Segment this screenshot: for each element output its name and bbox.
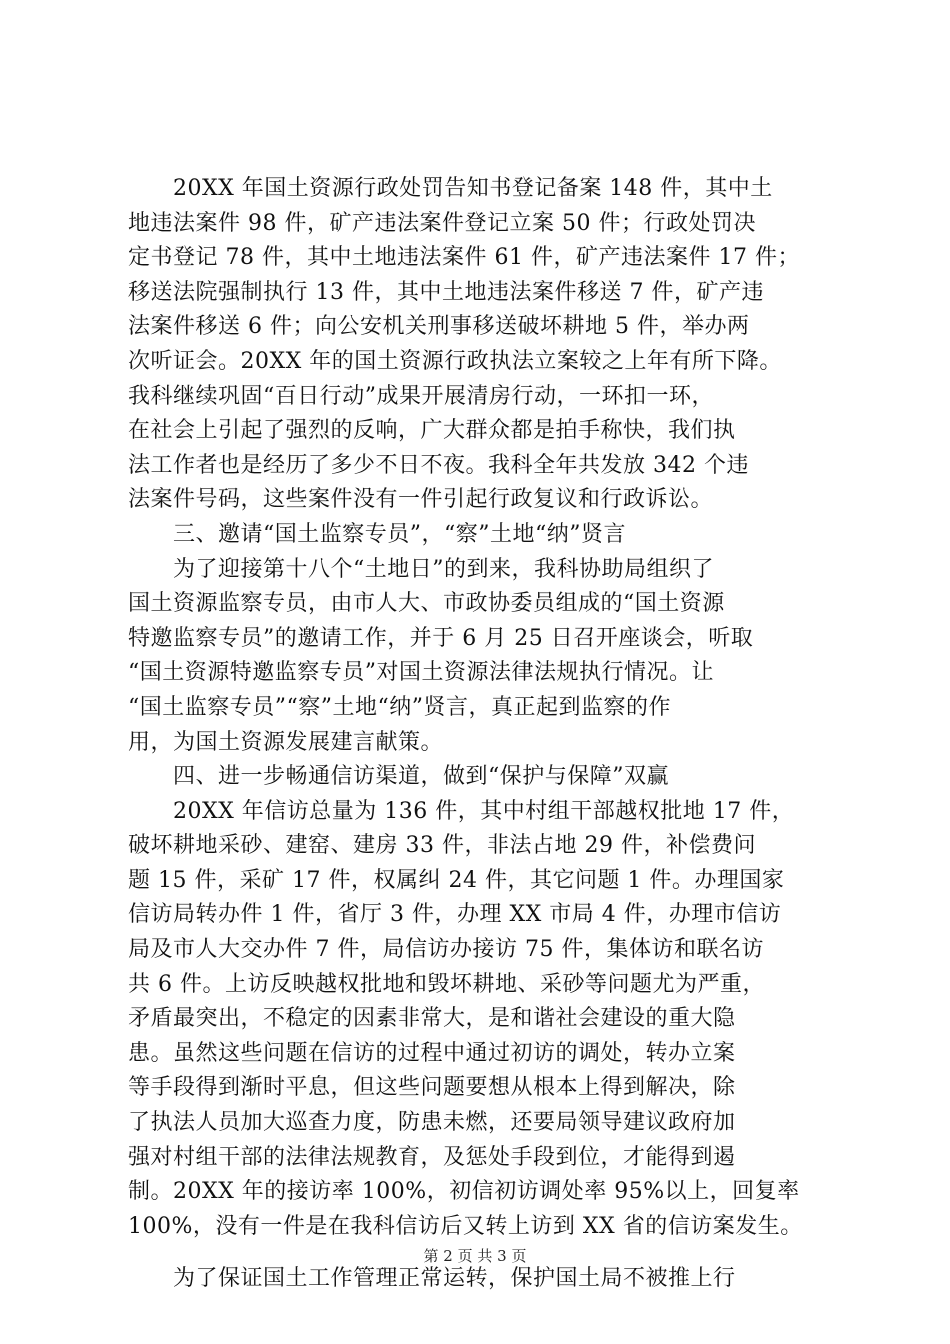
text-line: 法案件号码，这些案件没有一件引起行政复议和行政诉讼。 [128, 487, 714, 513]
text-line: 在社会上引起了强烈的反响，广大群众都是拍手称快，我们执 [128, 418, 736, 444]
page-number-footer: 第 2 页 共 3 页 [423, 1247, 527, 1265]
text-line: 为了保证国土工作管理正常运转，保护国土局不被推上行 [128, 1266, 736, 1292]
text-line: 题 15 件，采矿 17 件，权属纠 24 件，其它问题 1 件。办理国家 [128, 867, 785, 893]
section-heading: 三、邀请“国土监察专员”，“察”土地“纳”贤言 [128, 521, 626, 547]
text-line: “国土监察专员”“察”土地“纳”贤言，真正起到监察的作 [128, 694, 671, 720]
text-line: 强对村组干部的法律法规教育，及惩处手段到位，才能得到遏 [128, 1144, 736, 1170]
text-line: 患。虽然这些问题在信访的过程中通过初访的调处，转办立案 [128, 1040, 736, 1066]
text-line: 破坏耕地采砂、建窑、建房 33 件，非法占地 29 件，补偿费问 [128, 833, 756, 859]
text-line: 局及市人大交办件 7 件，局信访办接访 75 件，集体访和联名访 [128, 937, 764, 963]
section-heading: 四、进一步畅通信访渠道，做到“保护与保障”双赢 [128, 764, 669, 790]
text-line: 国土资源监察专员，由市人大、市政协委员组成的“国土资源 [128, 591, 725, 617]
text-line: 20XX 年信访总量为 136 件，其中村组干部越权批地 17 件， [128, 798, 795, 824]
text-line: 信访局转办件 1 件，省厅 3 件，办理 XX 市局 4 件，办理市信访 [128, 902, 782, 928]
text-line: 用，为国土资源发展建言献策。 [128, 729, 444, 755]
text-line: 20XX 年国土资源行政处罚告知书登记备案 148 件，其中土 [128, 176, 773, 201]
text-line: 次听证会。20XX 年的国土资源行政执法立案较之上年有所下降。 [128, 348, 782, 374]
text-line: “国土资源特邀监察专员”对国土资源法律法规执行情况。让 [128, 660, 714, 686]
text-line: 为了迎接第十八个“土地日”的到来，我科协助局组织了 [128, 556, 714, 582]
text-line: 法工作者也是经历了多少不日不夜。我科全年共发放 342 个违 [128, 452, 749, 478]
text-line: 定书登记 78 件，其中土地违法案件 61 件，矿产违法案件 17 件； [128, 245, 800, 271]
text-line: 了执法人员加大巡查力度，防患未燃，还要局领导建议政府加 [128, 1110, 736, 1136]
text-line: 特邀监察专员”的邀请工作，并于 6 月 25 日召开座谈会，听取 [128, 625, 754, 651]
text-line: 100%，没有一件是在我科信访后又转上访到 XX 省的信访案发生。 [128, 1213, 803, 1239]
text-line: 共 6 件。上访反映越权批地和毁坏耕地、采砂等问题尤为严重， [128, 971, 765, 997]
text-line: 移送法院强制执行 13 件，其中土地违法案件移送 7 件，矿产违 [128, 279, 764, 305]
body-text [128, 172, 848, 1297]
text-line: 制。20XX 年的接访率 100%，初信初访调处率 95%以上，回复率 [128, 1179, 800, 1205]
text-line: 地违法案件 98 件，矿产违法案件登记立案 50 件；行政处罚决 [128, 210, 756, 236]
text-line: 矛盾最突出，不稳定的因素非常大，是和谐社会建设的重大隐 [128, 1006, 736, 1032]
text-line: 我科继续巩固“百日行动”成果开展清房行动，一环扣一环， [128, 383, 714, 409]
text-line: 法案件移送 6 件；向公安机关刑事移送破坏耕地 5 件，举办两 [128, 314, 750, 340]
text-line: 等手段得到渐时平息，但这些问题要想从根本上得到解决，除 [128, 1075, 736, 1101]
